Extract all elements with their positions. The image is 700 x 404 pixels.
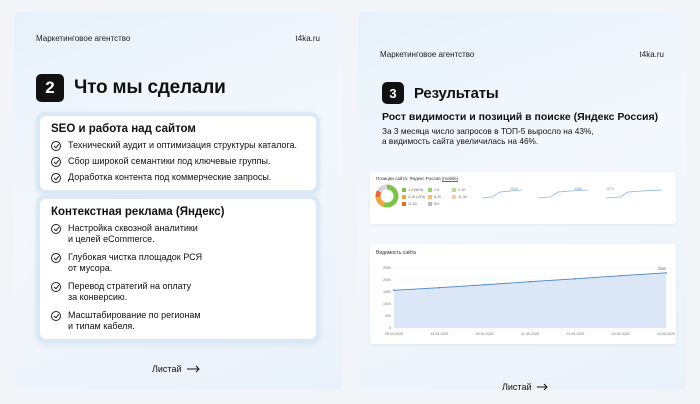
swipe-button[interactable] xyxy=(502,382,549,390)
results-subtitle: Рост видимости и позиций в поиске (Яндекс Россия) xyxy=(382,111,659,123)
positions-legend: 1-3 (55%) 4-10 (14%) 11-50 xyxy=(402,186,425,207)
x-tick-label: 11.05.2025 xyxy=(521,332,539,336)
section-title xyxy=(36,74,226,102)
spark-value: 1974 xyxy=(606,187,614,191)
list-item: Глубокая чистка площадок РСЯ от мусора. xyxy=(51,252,305,274)
check-circle-icon xyxy=(51,157,61,167)
data-point xyxy=(393,290,395,292)
data-point xyxy=(484,284,486,286)
page-title: Результаты xyxy=(414,84,499,102)
visibility-chart xyxy=(370,244,676,344)
seo-card-title: SEO и работа над сайтом xyxy=(51,123,196,135)
spark-value: 2180 xyxy=(574,187,582,191)
positions-legend: 1-5 6-20 51+ xyxy=(428,186,441,207)
list-item: Технический аудит и оптимизация структуры каталога. xyxy=(51,140,305,151)
data-point xyxy=(529,281,531,283)
context-ads-card xyxy=(36,195,320,343)
visibility-plot xyxy=(370,244,676,344)
sparkline xyxy=(606,186,662,206)
site-label: t4ka.ru xyxy=(295,34,320,43)
positions-legend: 1-10 11-30 xyxy=(452,186,467,200)
positions-chart-title: Позиции сайта: Яндекс Россия (mobile) xyxy=(376,176,459,181)
agency-label: Маркетинговое агентство xyxy=(36,34,131,43)
section-number: 2 xyxy=(36,74,64,102)
swipe-label: Листай xyxy=(502,382,532,390)
x-tick-label: 02.06.2025 xyxy=(611,332,630,336)
y-tick-label: 0 xyxy=(389,326,391,331)
positions-chart xyxy=(370,172,676,224)
list-item: Настройка сквозной аналитики и целей eCommerce. xyxy=(51,223,305,245)
arrow-right-icon xyxy=(537,383,549,390)
x-tick-label: 19.04.2025 xyxy=(430,332,449,336)
y-tick-label: 2000 xyxy=(383,278,391,283)
data-point xyxy=(665,272,667,274)
data-point xyxy=(439,287,441,289)
arrow-right-icon xyxy=(187,365,201,373)
page-title: Что мы сделали xyxy=(74,77,226,98)
check-circle-icon xyxy=(51,282,61,292)
y-tick-label: 1000 xyxy=(383,302,391,307)
spark-value: 1920 xyxy=(510,187,518,191)
end-value-label: 2300 xyxy=(658,266,666,271)
check-circle-icon xyxy=(51,173,61,183)
x-tick-label: 22.05.2025 xyxy=(566,332,585,336)
x-tick-label: 14.06.2025 xyxy=(657,332,675,336)
check-circle-icon xyxy=(51,253,61,263)
slide-header xyxy=(36,34,320,43)
x-tick-label: 30.04.2025 xyxy=(475,332,494,336)
positions-donut xyxy=(375,184,399,208)
y-tick-label: 2500 xyxy=(383,266,391,271)
y-tick-label: 500 xyxy=(385,314,391,319)
agency-label: Маркетинговое агентство xyxy=(380,50,475,59)
site-label: t4ka.ru xyxy=(639,50,664,59)
data-point xyxy=(620,275,622,277)
slide-results xyxy=(358,12,686,390)
data-point xyxy=(575,278,577,280)
seo-card xyxy=(36,112,320,194)
list-item: Доработка контента под коммерческие запросы. xyxy=(51,172,305,183)
swipe-label: Листай xyxy=(152,364,182,374)
x-tick-label: 08.04.2025 xyxy=(385,332,403,336)
y-tick-label: 1500 xyxy=(383,290,391,295)
swipe-button[interactable] xyxy=(152,364,201,374)
check-circle-icon xyxy=(51,141,61,151)
section-number: 3 xyxy=(382,82,404,104)
slide-header xyxy=(380,50,664,59)
results-description: За 3 месяца число запросов в ТОП-5 выросло на 43%, а видимость сайта увеличилась на 46%. xyxy=(382,126,594,146)
context-card-title: Контекстная реклама (Яндекс) xyxy=(51,206,225,218)
section-title xyxy=(382,82,498,104)
check-circle-icon xyxy=(51,224,61,234)
list-item: Перевод стратегий на оплату за конверсию. xyxy=(51,281,305,303)
list-item: Масштабирование по регионам и типам кабеля. xyxy=(51,310,305,332)
slide-what-we-did xyxy=(14,12,342,390)
visibility-chart-title: Видимость сайта xyxy=(376,250,416,256)
list-item: Сбор широкой семантики под ключевые группы. xyxy=(51,156,305,167)
check-circle-icon xyxy=(51,311,61,321)
